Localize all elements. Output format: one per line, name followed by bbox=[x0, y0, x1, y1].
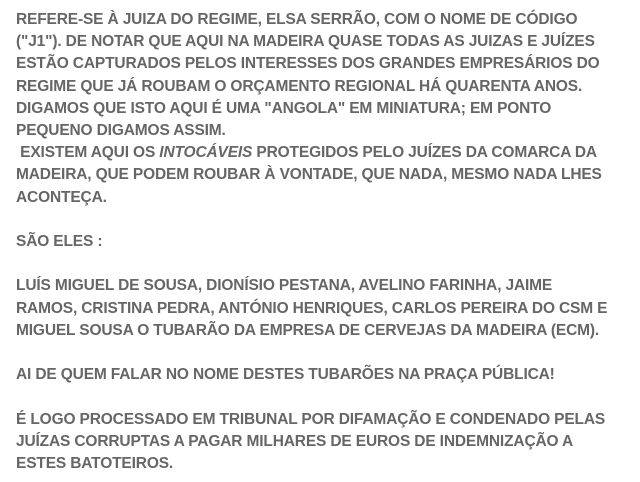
text-line: SÃO ELES : bbox=[16, 233, 103, 251]
text-line: É LOGO PROCESSADO EM TRIBUNAL POR DIFAMAÇÃO E CONDENADO PELAS bbox=[16, 410, 606, 428]
text-line-intocaveis bbox=[16, 142, 628, 164]
text-line: LUÍS MIGUEL DE SOUSA, DIONÍSIO PESTANA, AVELINO FARINHA, JAIME bbox=[16, 277, 553, 295]
paragraph-spacer bbox=[16, 342, 628, 364]
text-line: PEQUENO DIGAMOS ASSIM. bbox=[16, 122, 226, 140]
text-line: REGIME QUE JÁ ROUBAM O ORÇAMENTO REGIONAL HÁ QUARENTA ANOS. bbox=[16, 77, 583, 95]
text-line: ("J1"). DE NOTAR QUE AQUI NA MADEIRA QUASE TODAS AS JUIZAS E JUÍZES bbox=[16, 33, 595, 51]
italic-intocaveis: INTOCÁVEIS bbox=[159, 144, 253, 162]
text-line: ACONTEÇA. bbox=[16, 188, 107, 206]
paragraph-spacer bbox=[16, 209, 628, 231]
text-line: JUÍZAS CORRUPTAS A PAGAR MILHARES DE EUROS DE INDEMNIZAÇÃO A bbox=[16, 432, 574, 450]
paragraph-spacer bbox=[16, 253, 628, 275]
text-line: AI DE QUEM FALAR NO NOME DESTES TUBARÕES NA PRAÇA PÚBLICA! bbox=[16, 366, 555, 384]
text-line: REFERE-SE À JUIZA DO REGIME, ELSA SERRÃO, COM O NOME DE CÓDIGO bbox=[16, 11, 578, 28]
line-prefix: EXISTEM AQUI OS bbox=[16, 144, 160, 162]
paragraph-spacer bbox=[16, 386, 628, 408]
text-line: MADEIRA, QUE PODEM ROUBAR À VONTADE, QUE NADA, MESMO NADA LHES bbox=[16, 166, 602, 184]
document-body bbox=[16, 9, 628, 475]
paragraph-names bbox=[16, 275, 628, 342]
text-line: RAMOS, CRISTINA PEDRA, ANTÓNIO HENRIQUES, CARLOS PEREIRA DO CSM E bbox=[16, 299, 608, 317]
line-suffix: PROTEGIDOS PELO JUÍZES DA COMARCA DA bbox=[252, 144, 597, 162]
text-line: DIGAMOS QUE ISTO AQUI É UMA "ANGOLA" EM MINIATURA; EM PONTO bbox=[16, 99, 552, 117]
text-line: MIGUEL SOUSA O TUBARÃO DA EMPRESA DE CERVEJAS DA MADEIRA (ECM). bbox=[16, 321, 600, 339]
paragraph-conclusion bbox=[16, 409, 628, 476]
paragraph-intro bbox=[16, 9, 628, 209]
text-line: ESTÃO CAPTURADOS PELOS INTERESSES DOS GRANDES EMPRESÁRIOS DO bbox=[16, 55, 600, 73]
paragraph-warning bbox=[16, 364, 628, 386]
text-line: ESTES BATOTEIROS. bbox=[16, 455, 174, 472]
paragraph-sao-eles bbox=[16, 231, 628, 253]
